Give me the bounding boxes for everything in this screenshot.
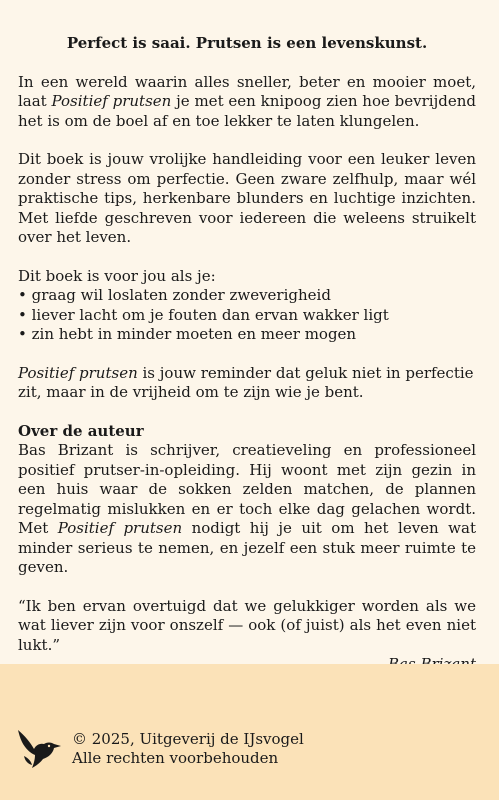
author-quote: “Ik ben ervan overtuigd dat we gelukkiger worden als we wat liever zijn voor onszelf — ook (of juist) als het even niet lukt.” (18, 596, 476, 654)
description-paragraph: Dit boek is jouw vrolijke handleiding voor een leuker leven zonder stress om perfectie. Geen zware zelfhulp, maar wél praktische tips, herkenbare blunders en luchtige inzichten. Met liefde geschreven voor iedereen die weleens struikelt over het leven. (18, 150, 476, 246)
list-item: • liever lacht om je fouten dan ervan wakker ligt (18, 306, 476, 326)
author-bio-start: Bas Brizant is schrijver, creatieveling en professioneel positief prutser-in-opleiding. Hij woont met zijn gezin in een huis waar de sokken zelden matchen, de plannen regelmatig mislukken en er toch elke dag gelachen wordt. Met (18, 441, 476, 537)
list-intro: Dit boek is voor jou als je: (18, 266, 216, 285)
tagline-heading: Perfect is saai. Prutsen is een levenskunst. (66, 34, 428, 52)
rights-line: Alle rechten voorbehouden (72, 749, 279, 767)
intro-text-start: In een wereld waarin alles sneller, beter en mooier moet, laat (18, 72, 476, 110)
publisher-info (72, 730, 304, 768)
audience-list (18, 286, 476, 345)
publisher-footer (0, 664, 499, 800)
reminder-text: is jouw reminder dat geluk niet in perfectie zit, maar in de vrijheid om te zijn wie je bent. (18, 363, 474, 401)
intro-paragraph (18, 73, 476, 132)
intro-text-end: je met een knipoog zien hoe bevrijdend het is om de boel af en toe lekker te laten klungelen. (18, 92, 476, 130)
author-heading: Over de auteur (18, 421, 144, 440)
author-bio (18, 441, 476, 578)
kingfisher-icon (16, 726, 62, 770)
book-title-inline: Positief prutsen (18, 363, 138, 382)
author-bio-end: nodigt hij je uit om het leven wat minder serieus te nemen, en jezelf een stuk meer ruimte te geven. (18, 519, 476, 576)
list-item: • graag wil loslaten zonder zweverigheid (18, 286, 476, 306)
copyright-line: © 2025, Uitgeverij de IJsvogel (72, 730, 304, 748)
book-title-inline: Positief prutsen (57, 519, 183, 537)
reminder-paragraph (18, 364, 476, 403)
back-cover-text (18, 34, 476, 675)
list-item: • zin hebt in minder moeten en meer mogen (18, 325, 476, 345)
book-title-inline: Positief prutsen (51, 92, 172, 110)
